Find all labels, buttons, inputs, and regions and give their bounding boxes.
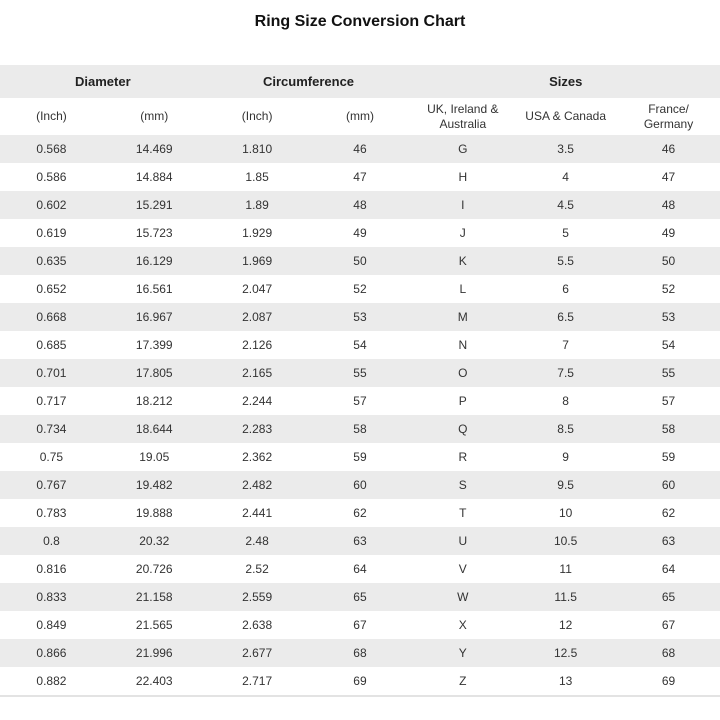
table-cell: 58: [617, 415, 720, 443]
table-cell: 6.5: [514, 303, 617, 331]
table-cell: 12: [514, 611, 617, 639]
table-cell: 0.602: [0, 191, 103, 219]
table-cell: 2.126: [206, 331, 309, 359]
table-cell: 7: [514, 331, 617, 359]
table-cell: 53: [617, 303, 720, 331]
table-row: [0, 611, 720, 639]
table-cell: 18.644: [103, 415, 206, 443]
table-cell: 4: [514, 163, 617, 191]
table-cell: 10.5: [514, 527, 617, 555]
table-cell: 2.677: [206, 639, 309, 667]
table-cell: 7.5: [514, 359, 617, 387]
table-cell: 64: [617, 555, 720, 583]
table-cell: 0.568: [0, 135, 103, 163]
table-cell: 52: [309, 275, 412, 303]
table-cell: 60: [617, 471, 720, 499]
table-cell: 2.48: [206, 527, 309, 555]
table-cell: 47: [617, 163, 720, 191]
table-cell: 18.212: [103, 387, 206, 415]
table-cell: 69: [309, 667, 412, 696]
table-cell: 16.561: [103, 275, 206, 303]
table-row: [0, 331, 720, 359]
table-row: [0, 191, 720, 219]
table-cell: 0.685: [0, 331, 103, 359]
table-row: [0, 163, 720, 191]
table-cell: 19.05: [103, 443, 206, 471]
table-cell: 2.441: [206, 499, 309, 527]
table-cell: 14.469: [103, 135, 206, 163]
table-cell: 0.882: [0, 667, 103, 696]
table-cell: 46: [309, 135, 412, 163]
table-cell: V: [411, 555, 514, 583]
table-cell: 1.85: [206, 163, 309, 191]
table-cell: T: [411, 499, 514, 527]
table-row: [0, 303, 720, 331]
column-header-usa-canada: USA & Canada: [514, 98, 617, 135]
table-cell: 2.244: [206, 387, 309, 415]
table-cell: 0.783: [0, 499, 103, 527]
table-cell: 1.929: [206, 219, 309, 247]
table-cell: X: [411, 611, 514, 639]
table-cell: 59: [309, 443, 412, 471]
table-cell: 0.652: [0, 275, 103, 303]
table-cell: W: [411, 583, 514, 611]
table-cell: 2.165: [206, 359, 309, 387]
table-cell: 0.701: [0, 359, 103, 387]
table-body: [0, 135, 720, 696]
table-cell: 57: [309, 387, 412, 415]
table-cell: 0.75: [0, 443, 103, 471]
table-cell: O: [411, 359, 514, 387]
table-cell: 46: [617, 135, 720, 163]
table-cell: 2.087: [206, 303, 309, 331]
table-cell: 2.283: [206, 415, 309, 443]
table-cell: 19.888: [103, 499, 206, 527]
table-cell: 63: [309, 527, 412, 555]
table-row: [0, 555, 720, 583]
table-cell: 58: [309, 415, 412, 443]
table-cell: 49: [309, 219, 412, 247]
table-cell: 0.767: [0, 471, 103, 499]
table-cell: S: [411, 471, 514, 499]
table-cell: P: [411, 387, 514, 415]
column-group-sizes: Sizes: [411, 65, 720, 98]
table-row: [0, 275, 720, 303]
table-row: [0, 667, 720, 696]
ring-size-conversion-table: [0, 65, 720, 697]
table-row: [0, 359, 720, 387]
column-header-diameter-inch: (Inch): [0, 98, 103, 135]
table-cell: 52: [617, 275, 720, 303]
column-header-uk-ireland-australia: UK, Ireland & Australia: [411, 98, 514, 135]
table-cell: 11.5: [514, 583, 617, 611]
table-cell: 0.717: [0, 387, 103, 415]
table-cell: 60: [309, 471, 412, 499]
table-cell: 20.726: [103, 555, 206, 583]
table-cell: 4.5: [514, 191, 617, 219]
table-cell: 0.635: [0, 247, 103, 275]
table-cell: 15.291: [103, 191, 206, 219]
table-cell: 0.668: [0, 303, 103, 331]
table-row: [0, 415, 720, 443]
table-cell: 9: [514, 443, 617, 471]
table-row: [0, 219, 720, 247]
table-cell: K: [411, 247, 514, 275]
table-cell: 8: [514, 387, 617, 415]
table-cell: 57: [617, 387, 720, 415]
table-cell: 64: [309, 555, 412, 583]
table-cell: 67: [309, 611, 412, 639]
table-cell: 0.816: [0, 555, 103, 583]
column-header-france-germany: France/ Germany: [617, 98, 720, 135]
column-header-circumference-mm: (mm): [309, 98, 412, 135]
table-cell: 54: [617, 331, 720, 359]
table-cell: 2.638: [206, 611, 309, 639]
table-cell: 62: [617, 499, 720, 527]
table-cell: 13: [514, 667, 617, 696]
table-cell: 15.723: [103, 219, 206, 247]
table-header: [0, 65, 720, 135]
table-cell: 2.047: [206, 275, 309, 303]
page-title: Ring Size Conversion Chart: [254, 13, 466, 30]
table-cell: 21.996: [103, 639, 206, 667]
table-cell: 10: [514, 499, 617, 527]
table-cell: H: [411, 163, 514, 191]
table-cell: Z: [411, 667, 514, 696]
table-cell: 55: [309, 359, 412, 387]
table-cell: 19.482: [103, 471, 206, 499]
table-cell: 49: [617, 219, 720, 247]
table-cell: 48: [617, 191, 720, 219]
table-cell: 12.5: [514, 639, 617, 667]
table-cell: 2.482: [206, 471, 309, 499]
table-cell: 2.362: [206, 443, 309, 471]
table-cell: 0.8: [0, 527, 103, 555]
table-cell: U: [411, 527, 514, 555]
table-row: [0, 387, 720, 415]
table-row: [0, 247, 720, 275]
table-cell: R: [411, 443, 514, 471]
table-cell: 0.866: [0, 639, 103, 667]
table-cell: 0.734: [0, 415, 103, 443]
table-cell: 6: [514, 275, 617, 303]
table-cell: L: [411, 275, 514, 303]
table-cell: Y: [411, 639, 514, 667]
table-cell: N: [411, 331, 514, 359]
table-cell: 5.5: [514, 247, 617, 275]
table-row: [0, 135, 720, 163]
table-cell: I: [411, 191, 514, 219]
table-cell: Q: [411, 415, 514, 443]
table-cell: 50: [617, 247, 720, 275]
table-row: [0, 499, 720, 527]
table-cell: 65: [309, 583, 412, 611]
table-cell: 1.810: [206, 135, 309, 163]
table-cell: 11: [514, 555, 617, 583]
table-cell: 3.5: [514, 135, 617, 163]
table-cell: 68: [309, 639, 412, 667]
table-cell: 48: [309, 191, 412, 219]
table-cell: 1.89: [206, 191, 309, 219]
table-cell: 54: [309, 331, 412, 359]
table-row: [0, 583, 720, 611]
table-cell: G: [411, 135, 514, 163]
table-cell: 67: [617, 611, 720, 639]
table-cell: 0.586: [0, 163, 103, 191]
table-cell: 20.32: [103, 527, 206, 555]
table-cell: 2.559: [206, 583, 309, 611]
table-row: [0, 443, 720, 471]
table-cell: 59: [617, 443, 720, 471]
table-cell: 2.52: [206, 555, 309, 583]
table-row: [0, 527, 720, 555]
table-cell: 47: [309, 163, 412, 191]
column-group-diameter: Diameter: [0, 65, 206, 98]
table-cell: 0.619: [0, 219, 103, 247]
table-cell: 69: [617, 667, 720, 696]
column-group-circumference: Circumference: [206, 65, 412, 98]
table-cell: 65: [617, 583, 720, 611]
title-bar: [0, 0, 720, 65]
table-cell: 8.5: [514, 415, 617, 443]
column-group-row: [0, 65, 720, 98]
table-cell: 53: [309, 303, 412, 331]
table-cell: 55: [617, 359, 720, 387]
table-cell: 9.5: [514, 471, 617, 499]
table-cell: 21.565: [103, 611, 206, 639]
table-cell: 63: [617, 527, 720, 555]
table-cell: 1.969: [206, 247, 309, 275]
table-cell: 0.833: [0, 583, 103, 611]
table-cell: 50: [309, 247, 412, 275]
table-cell: 2.717: [206, 667, 309, 696]
column-header-diameter-mm: (mm): [103, 98, 206, 135]
table-cell: J: [411, 219, 514, 247]
table-row: [0, 639, 720, 667]
column-header-row: [0, 98, 720, 135]
table-cell: 5: [514, 219, 617, 247]
table-row: [0, 471, 720, 499]
table-cell: 22.403: [103, 667, 206, 696]
table-cell: M: [411, 303, 514, 331]
table-cell: 16.129: [103, 247, 206, 275]
table-cell: 16.967: [103, 303, 206, 331]
table-cell: 21.158: [103, 583, 206, 611]
table-cell: 17.399: [103, 331, 206, 359]
table-cell: 62: [309, 499, 412, 527]
table-cell: 17.805: [103, 359, 206, 387]
table-cell: 68: [617, 639, 720, 667]
table-cell: 14.884: [103, 163, 206, 191]
column-header-circumference-inch: (Inch): [206, 98, 309, 135]
table-cell: 0.849: [0, 611, 103, 639]
